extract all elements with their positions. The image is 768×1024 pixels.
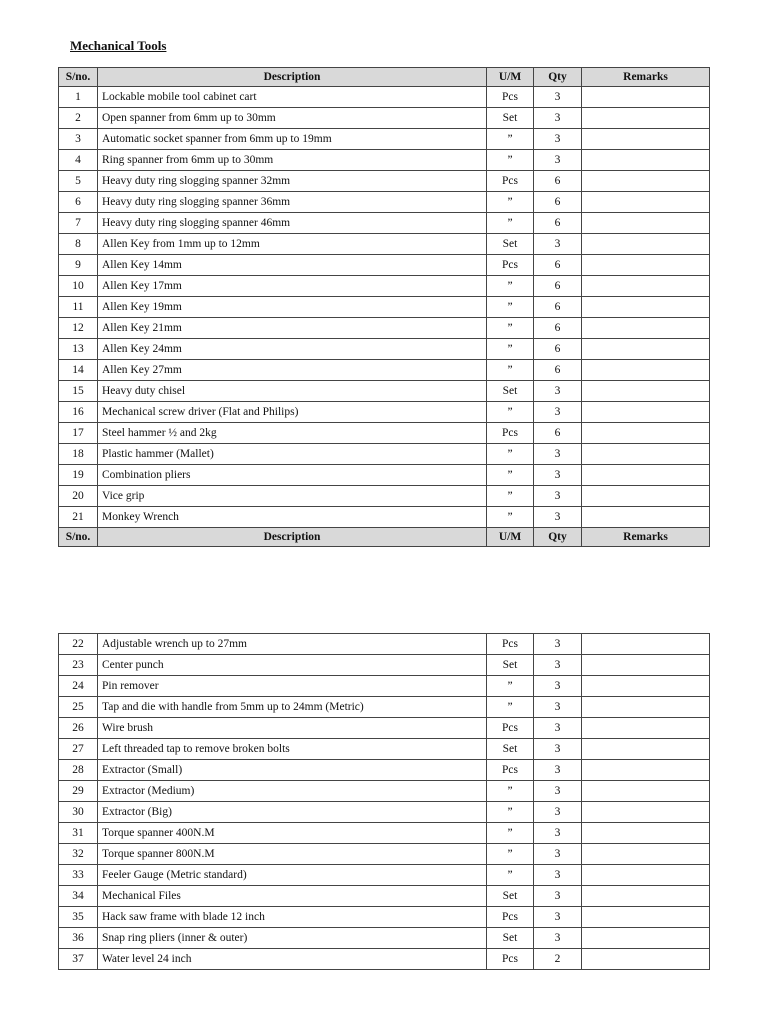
cell-qty: 6 bbox=[534, 318, 582, 339]
cell-description: Extractor (Big) bbox=[98, 802, 487, 823]
cell-description: Feeler Gauge (Metric standard) bbox=[98, 865, 487, 886]
cell-remarks bbox=[582, 234, 710, 255]
table-row bbox=[59, 507, 710, 528]
cell-qty: 3 bbox=[534, 718, 582, 739]
table-row bbox=[59, 108, 710, 129]
cell-qty: 6 bbox=[534, 297, 582, 318]
cell-remarks bbox=[582, 760, 710, 781]
table-header-row bbox=[59, 68, 710, 87]
cell-remarks bbox=[582, 297, 710, 318]
table-row bbox=[59, 739, 710, 760]
table-row bbox=[59, 865, 710, 886]
cell-remarks bbox=[582, 129, 710, 150]
cell-sno: 3 bbox=[59, 129, 98, 150]
table-row bbox=[59, 760, 710, 781]
cell-sno: 4 bbox=[59, 150, 98, 171]
footer-um: U/M bbox=[487, 528, 534, 547]
cell-qty: 3 bbox=[534, 739, 582, 760]
footer-qty: Qty bbox=[534, 528, 582, 547]
cell-description: Pin remover bbox=[98, 676, 487, 697]
table-row bbox=[59, 87, 710, 108]
cell-description: Allen Key from 1mm up to 12mm bbox=[98, 234, 487, 255]
cell-description: Adjustable wrench up to 27mm bbox=[98, 634, 487, 655]
cell-description: Extractor (Small) bbox=[98, 760, 487, 781]
cell-description: Torque spanner 400N.M bbox=[98, 823, 487, 844]
cell-description: Heavy duty chisel bbox=[98, 381, 487, 402]
cell-um: ” bbox=[487, 486, 534, 507]
cell-qty: 3 bbox=[534, 928, 582, 949]
header-description: Description bbox=[98, 68, 487, 87]
cell-qty: 3 bbox=[534, 108, 582, 129]
table-row bbox=[59, 802, 710, 823]
cell-sno: 36 bbox=[59, 928, 98, 949]
cell-remarks bbox=[582, 823, 710, 844]
cell-description: Water level 24 inch bbox=[98, 949, 487, 970]
table-row bbox=[59, 171, 710, 192]
cell-um: ” bbox=[487, 844, 534, 865]
cell-description: Automatic socket spanner from 6mm up to 19mm bbox=[98, 129, 487, 150]
cell-um: ” bbox=[487, 213, 534, 234]
cell-qty: 3 bbox=[534, 760, 582, 781]
cell-description: Allen Key 19mm bbox=[98, 297, 487, 318]
tools-table-part-2 bbox=[58, 633, 710, 970]
cell-remarks bbox=[582, 865, 710, 886]
cell-qty: 3 bbox=[534, 886, 582, 907]
cell-sno: 19 bbox=[59, 465, 98, 486]
cell-remarks bbox=[582, 192, 710, 213]
cell-sno: 1 bbox=[59, 87, 98, 108]
cell-sno: 6 bbox=[59, 192, 98, 213]
table-row bbox=[59, 928, 710, 949]
cell-remarks bbox=[582, 318, 710, 339]
cell-um: ” bbox=[487, 865, 534, 886]
table-row bbox=[59, 381, 710, 402]
cell-remarks bbox=[582, 486, 710, 507]
cell-description: Lockable mobile tool cabinet cart bbox=[98, 87, 487, 108]
table-row bbox=[59, 234, 710, 255]
page-title: Mechanical Tools bbox=[70, 38, 167, 53]
header-um: U/M bbox=[487, 68, 534, 87]
cell-qty: 3 bbox=[534, 234, 582, 255]
table-row bbox=[59, 886, 710, 907]
cell-um: Set bbox=[487, 886, 534, 907]
cell-sno: 7 bbox=[59, 213, 98, 234]
cell-remarks bbox=[582, 171, 710, 192]
header-qty: Qty bbox=[534, 68, 582, 87]
cell-sno: 17 bbox=[59, 423, 98, 444]
cell-qty: 6 bbox=[534, 171, 582, 192]
cell-qty: 3 bbox=[534, 465, 582, 486]
cell-description: Allen Key 27mm bbox=[98, 360, 487, 381]
table-row bbox=[59, 213, 710, 234]
cell-um: ” bbox=[487, 697, 534, 718]
cell-qty: 3 bbox=[534, 634, 582, 655]
cell-qty: 6 bbox=[534, 423, 582, 444]
cell-um: ” bbox=[487, 507, 534, 528]
cell-remarks bbox=[582, 150, 710, 171]
cell-qty: 3 bbox=[534, 802, 582, 823]
cell-um: ” bbox=[487, 192, 534, 213]
cell-um: ” bbox=[487, 360, 534, 381]
cell-sno: 25 bbox=[59, 697, 98, 718]
table-row bbox=[59, 676, 710, 697]
cell-description: Allen Key 24mm bbox=[98, 339, 487, 360]
cell-um: ” bbox=[487, 802, 534, 823]
cell-sno: 28 bbox=[59, 760, 98, 781]
cell-sno: 8 bbox=[59, 234, 98, 255]
cell-sno: 26 bbox=[59, 718, 98, 739]
cell-sno: 24 bbox=[59, 676, 98, 697]
cell-remarks bbox=[582, 213, 710, 234]
cell-um: ” bbox=[487, 318, 534, 339]
cell-remarks bbox=[582, 444, 710, 465]
cell-remarks bbox=[582, 907, 710, 928]
cell-description: Allen Key 14mm bbox=[98, 255, 487, 276]
table-row bbox=[59, 129, 710, 150]
cell-sno: 22 bbox=[59, 634, 98, 655]
cell-remarks bbox=[582, 507, 710, 528]
cell-remarks bbox=[582, 949, 710, 970]
cell-description: Mechanical Files bbox=[98, 886, 487, 907]
cell-um: Set bbox=[487, 739, 534, 760]
cell-qty: 3 bbox=[534, 486, 582, 507]
table-row bbox=[59, 697, 710, 718]
cell-remarks bbox=[582, 402, 710, 423]
cell-description: Torque spanner 800N.M bbox=[98, 844, 487, 865]
cell-description: Monkey Wrench bbox=[98, 507, 487, 528]
cell-um: Pcs bbox=[487, 171, 534, 192]
cell-sno: 29 bbox=[59, 781, 98, 802]
cell-qty: 3 bbox=[534, 865, 582, 886]
header-remarks: Remarks bbox=[582, 68, 710, 87]
table-row bbox=[59, 360, 710, 381]
cell-um: ” bbox=[487, 465, 534, 486]
cell-qty: 3 bbox=[534, 507, 582, 528]
cell-qty: 3 bbox=[534, 781, 582, 802]
cell-sno: 27 bbox=[59, 739, 98, 760]
cell-um: Set bbox=[487, 234, 534, 255]
cell-remarks bbox=[582, 802, 710, 823]
header-sno: S/no. bbox=[59, 68, 98, 87]
cell-sno: 2 bbox=[59, 108, 98, 129]
cell-remarks bbox=[582, 108, 710, 129]
cell-qty: 3 bbox=[534, 907, 582, 928]
cell-description: Combination pliers bbox=[98, 465, 487, 486]
cell-description: Heavy duty ring slogging spanner 46mm bbox=[98, 213, 487, 234]
cell-remarks bbox=[582, 339, 710, 360]
cell-um: Pcs bbox=[487, 760, 534, 781]
cell-qty: 3 bbox=[534, 129, 582, 150]
cell-remarks bbox=[582, 87, 710, 108]
table-row bbox=[59, 718, 710, 739]
cell-um: ” bbox=[487, 150, 534, 171]
table-row bbox=[59, 949, 710, 970]
cell-remarks bbox=[582, 276, 710, 297]
cell-sno: 31 bbox=[59, 823, 98, 844]
cell-sno: 20 bbox=[59, 486, 98, 507]
cell-description: Left threaded tap to remove broken bolts bbox=[98, 739, 487, 760]
table-row bbox=[59, 297, 710, 318]
footer-sno: S/no. bbox=[59, 528, 98, 547]
cell-sno: 32 bbox=[59, 844, 98, 865]
cell-remarks bbox=[582, 697, 710, 718]
cell-qty: 6 bbox=[534, 255, 582, 276]
cell-remarks bbox=[582, 844, 710, 865]
table-row bbox=[59, 150, 710, 171]
cell-remarks bbox=[582, 255, 710, 276]
cell-description: Plastic hammer (Mallet) bbox=[98, 444, 487, 465]
cell-description: Heavy duty ring slogging spanner 36mm bbox=[98, 192, 487, 213]
cell-description: Allen Key 21mm bbox=[98, 318, 487, 339]
cell-remarks bbox=[582, 360, 710, 381]
cell-um: ” bbox=[487, 781, 534, 802]
table-row bbox=[59, 844, 710, 865]
cell-qty: 3 bbox=[534, 697, 582, 718]
cell-qty: 3 bbox=[534, 87, 582, 108]
cell-description: Vice grip bbox=[98, 486, 487, 507]
cell-um: Pcs bbox=[487, 423, 534, 444]
cell-um: Set bbox=[487, 381, 534, 402]
cell-description: Allen Key 17mm bbox=[98, 276, 487, 297]
cell-sno: 37 bbox=[59, 949, 98, 970]
cell-qty: 3 bbox=[534, 402, 582, 423]
cell-description: Steel hammer ½ and 2kg bbox=[98, 423, 487, 444]
cell-description: Snap ring pliers (inner & outer) bbox=[98, 928, 487, 949]
cell-remarks bbox=[582, 465, 710, 486]
cell-description: Wire brush bbox=[98, 718, 487, 739]
cell-description: Center punch bbox=[98, 655, 487, 676]
cell-sno: 34 bbox=[59, 886, 98, 907]
cell-qty: 6 bbox=[534, 192, 582, 213]
cell-qty: 2 bbox=[534, 949, 582, 970]
cell-qty: 3 bbox=[534, 823, 582, 844]
table-row bbox=[59, 276, 710, 297]
table-row bbox=[59, 255, 710, 276]
table-row bbox=[59, 444, 710, 465]
cell-qty: 3 bbox=[534, 655, 582, 676]
cell-sno: 30 bbox=[59, 802, 98, 823]
cell-sno: 5 bbox=[59, 171, 98, 192]
cell-um: ” bbox=[487, 444, 534, 465]
cell-sno: 10 bbox=[59, 276, 98, 297]
cell-remarks bbox=[582, 655, 710, 676]
table-row bbox=[59, 192, 710, 213]
cell-sno: 13 bbox=[59, 339, 98, 360]
table-row bbox=[59, 339, 710, 360]
cell-um: Pcs bbox=[487, 634, 534, 655]
cell-description: Open spanner from 6mm up to 30mm bbox=[98, 108, 487, 129]
cell-um: Set bbox=[487, 655, 534, 676]
cell-um: ” bbox=[487, 297, 534, 318]
cell-sno: 35 bbox=[59, 907, 98, 928]
cell-um: Pcs bbox=[487, 907, 534, 928]
cell-description: Hack saw frame with blade 12 inch bbox=[98, 907, 487, 928]
cell-remarks bbox=[582, 718, 710, 739]
table-row bbox=[59, 781, 710, 802]
cell-qty: 6 bbox=[534, 360, 582, 381]
cell-sno: 9 bbox=[59, 255, 98, 276]
table-row bbox=[59, 907, 710, 928]
table-row bbox=[59, 823, 710, 844]
cell-um: Pcs bbox=[487, 87, 534, 108]
tools-table-part-1 bbox=[58, 67, 710, 547]
cell-qty: 3 bbox=[534, 844, 582, 865]
cell-qty: 3 bbox=[534, 381, 582, 402]
cell-qty: 6 bbox=[534, 213, 582, 234]
cell-sno: 23 bbox=[59, 655, 98, 676]
cell-qty: 6 bbox=[534, 276, 582, 297]
cell-remarks bbox=[582, 781, 710, 802]
cell-qty: 3 bbox=[534, 444, 582, 465]
table-row bbox=[59, 318, 710, 339]
cell-um: ” bbox=[487, 339, 534, 360]
cell-sno: 21 bbox=[59, 507, 98, 528]
cell-remarks bbox=[582, 886, 710, 907]
cell-sno: 11 bbox=[59, 297, 98, 318]
cell-sno: 18 bbox=[59, 444, 98, 465]
footer-remarks: Remarks bbox=[582, 528, 710, 547]
cell-qty: 3 bbox=[534, 150, 582, 171]
cell-um: Pcs bbox=[487, 255, 534, 276]
cell-description: Extractor (Medium) bbox=[98, 781, 487, 802]
cell-remarks bbox=[582, 381, 710, 402]
cell-um: ” bbox=[487, 823, 534, 844]
table-row bbox=[59, 465, 710, 486]
cell-um: ” bbox=[487, 129, 534, 150]
table-row bbox=[59, 486, 710, 507]
table-row bbox=[59, 634, 710, 655]
table-row bbox=[59, 655, 710, 676]
cell-um: Set bbox=[487, 108, 534, 129]
cell-remarks bbox=[582, 423, 710, 444]
cell-qty: 6 bbox=[534, 339, 582, 360]
cell-um: ” bbox=[487, 276, 534, 297]
cell-qty: 3 bbox=[534, 676, 582, 697]
cell-um: Pcs bbox=[487, 949, 534, 970]
table-row bbox=[59, 423, 710, 444]
table-footer-row bbox=[59, 528, 710, 547]
cell-sno: 33 bbox=[59, 865, 98, 886]
cell-um: Set bbox=[487, 928, 534, 949]
footer-description: Description bbox=[98, 528, 487, 547]
cell-um: ” bbox=[487, 402, 534, 423]
cell-remarks bbox=[582, 634, 710, 655]
cell-sno: 14 bbox=[59, 360, 98, 381]
cell-sno: 15 bbox=[59, 381, 98, 402]
cell-remarks bbox=[582, 739, 710, 760]
cell-um: ” bbox=[487, 676, 534, 697]
cell-um: Pcs bbox=[487, 718, 534, 739]
cell-remarks bbox=[582, 676, 710, 697]
cell-sno: 16 bbox=[59, 402, 98, 423]
cell-sno: 12 bbox=[59, 318, 98, 339]
cell-remarks bbox=[582, 928, 710, 949]
cell-description: Mechanical screw driver (Flat and Philips) bbox=[98, 402, 487, 423]
cell-description: Heavy duty ring slogging spanner 32mm bbox=[98, 171, 487, 192]
table-row bbox=[59, 402, 710, 423]
cell-description: Tap and die with handle from 5mm up to 24mm (Metric) bbox=[98, 697, 487, 718]
cell-description: Ring spanner from 6mm up to 30mm bbox=[98, 150, 487, 171]
